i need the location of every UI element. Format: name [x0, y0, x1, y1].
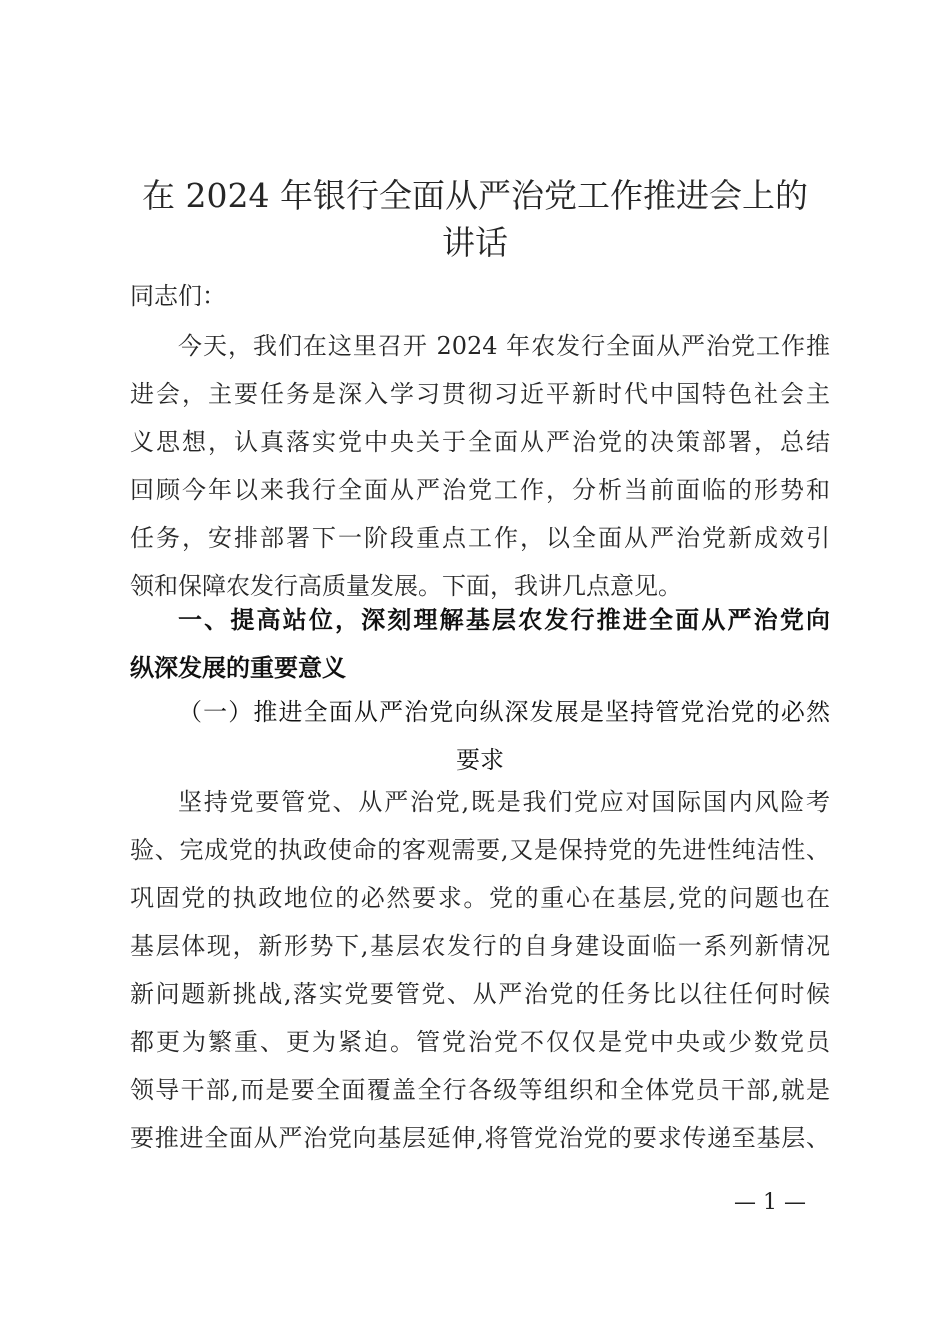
paragraph-line: 坚持党要管党、从严治党,既是我们党应对国际国内风险考	[178, 788, 830, 816]
paragraph-line: 验、完成党的执政使命的客观需要,又是保持党的先进性纯洁性、	[130, 836, 830, 864]
document-title	[120, 172, 830, 266]
intro-paragraph	[130, 322, 830, 610]
paragraph-line: 任务，安排部署下一阶段重点工作，以全面从严治党新成效引	[130, 524, 830, 552]
paragraph-line: 回顾今年以来我行全面从严治党工作，分析当前面临的形势和	[130, 476, 830, 504]
title-line: 讲话	[442, 223, 508, 262]
page-number: — 1 —	[734, 1190, 806, 1215]
paragraph-line: 巩固党的执政地位的必然要求。党的重心在基层,党的问题也在	[130, 884, 830, 912]
title-line: 在 2024 年银行全面从严治党工作推进会上的	[142, 176, 808, 215]
body-paragraph	[130, 778, 830, 1162]
paragraph-line: 新问题新挑战,落实党要管党、从严治党的任务比以往任何时候	[130, 980, 830, 1008]
paragraph-line: 要推进全面从严治党向基层延伸,将管党治党的要求传递至基层、	[130, 1124, 830, 1152]
paragraph-line: 义思想，认真落实党中央关于全面从严治党的决策部署，总结	[130, 428, 830, 456]
heading-line: 要求	[456, 746, 504, 774]
paragraph-line: 基层体现，新形势下,基层农发行的自身建设面临一系列新情况	[130, 932, 830, 960]
paragraph-line: 领导干部,而是要全面覆盖全行各级等组织和全体党员干部,就是	[130, 1076, 830, 1104]
subsection-heading	[130, 688, 830, 784]
heading-line: 一、提高站位，深刻理解基层农发行推进全面从严治党向	[178, 606, 830, 634]
heading-line: 纵深发展的重要意义	[130, 654, 346, 682]
paragraph-line: 都更为繁重、更为紧迫。管党治党不仅仅是党中央或少数党员	[130, 1028, 830, 1056]
heading-line: （一）推进全面从严治党向纵深发展是坚持管党治党的必然	[178, 698, 830, 726]
paragraph-line: 今天，我们在这里召开 2024 年农发行全面从严治党工作推	[178, 332, 830, 360]
section-heading	[130, 596, 830, 692]
salutation: 同志们：	[130, 282, 226, 310]
paragraph-line: 进会，主要任务是深入学习贯彻习近平新时代中国特色社会主	[130, 380, 830, 408]
paragraph-line: 领和保障农发行高质量发展。下面，我讲几点意见。	[130, 572, 682, 600]
